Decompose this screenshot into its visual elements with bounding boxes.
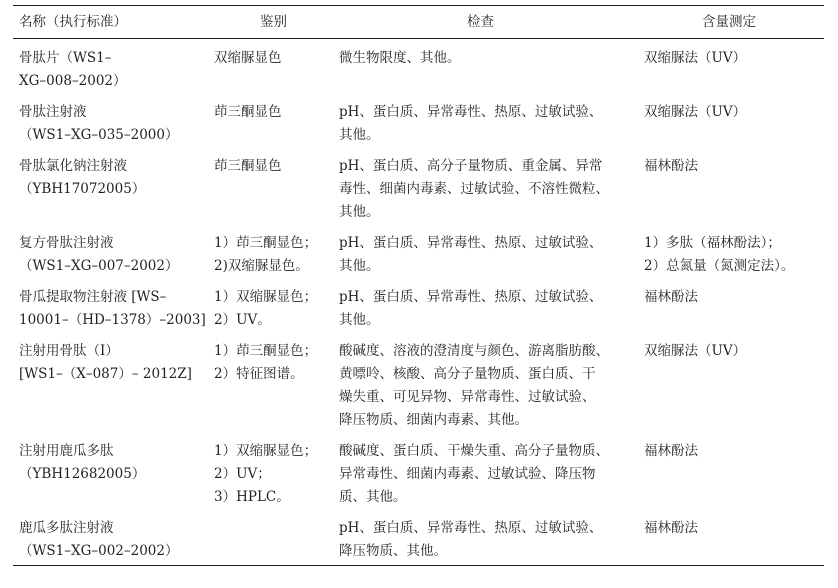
cell-identification	[206, 93, 327, 147]
cell-assay-line: 双缩脲法（UV）	[644, 50, 747, 66]
cell-name-line: （YBH12682005）	[19, 466, 146, 482]
cell-name-line: XG–008–2002）	[19, 73, 127, 89]
cell-assay	[634, 93, 824, 147]
cell-name	[13, 93, 206, 147]
cell-inspection	[327, 332, 634, 432]
cell-assay-line: 福林酚法	[644, 520, 698, 536]
cell-identification	[206, 147, 327, 224]
cell-identification	[206, 432, 327, 509]
standards-table	[13, 5, 824, 566]
cell-inspection	[327, 509, 634, 566]
cell-identification	[206, 278, 327, 332]
cell-inspection-line: 其他。	[339, 204, 380, 220]
cell-name	[13, 147, 206, 224]
cell-identification-line: 3）HPLC。	[214, 489, 290, 505]
cell-inspection-line: pH、蛋白质、异常毒性、热原、过敏试验、	[339, 235, 603, 251]
table-row	[13, 93, 824, 147]
cell-name	[13, 432, 206, 509]
cell-name-line: 10001–（HD–1378）–2003]	[19, 312, 206, 328]
cell-inspection-line: 降压物质、其他。	[339, 543, 447, 559]
cell-assay	[634, 509, 824, 566]
cell-inspection-line: 燥失重、可见异物、异常毒性、过敏试验、	[339, 389, 596, 405]
cell-inspection	[327, 224, 634, 278]
cell-identification-line: 茚三酮显色	[214, 104, 282, 120]
cell-inspection-line: pH、蛋白质、异常毒性、热原、过敏试验、	[339, 520, 603, 536]
cell-inspection-line: 酸碱度、溶液的澄清度与颜色、游离脂肪酸、	[339, 343, 609, 359]
header-row	[13, 6, 824, 39]
header-name: 名称（执行标准）	[13, 6, 206, 39]
cell-inspection	[327, 432, 634, 509]
cell-inspection-line: 微生物限度、其他。	[339, 50, 461, 66]
cell-assay-line: 福林酚法	[644, 443, 698, 459]
header-identification: 鉴别	[206, 6, 327, 39]
cell-inspection	[327, 147, 634, 224]
cell-name-line: 复方骨肽注射液	[19, 235, 114, 251]
cell-assay	[634, 147, 824, 224]
cell-assay	[634, 432, 824, 509]
cell-name-line: 鹿瓜多肽注射液	[19, 520, 114, 536]
cell-name-line: 注射用鹿瓜多肽	[19, 443, 114, 459]
table-body	[13, 39, 824, 566]
cell-assay	[634, 224, 824, 278]
cell-name	[13, 224, 206, 278]
cell-name-line: （WS1–XG–007–2002）	[19, 258, 179, 274]
table-row	[13, 278, 824, 332]
table-row	[13, 39, 824, 94]
cell-identification-line: 1）双缩脲显色；	[214, 443, 318, 459]
cell-inspection-line: pH、蛋白质、高分子量物质、重金属、异常	[339, 158, 603, 174]
cell-assay-line: 1）多肽（福林酚法）；	[644, 235, 781, 251]
cell-identification-line: 2）UV；	[214, 466, 271, 482]
cell-identification-line: 2)双缩脲显色。	[214, 258, 309, 274]
cell-name-line: 注射用骨肽（I）	[19, 343, 119, 359]
cell-identification-line: 2）UV。	[214, 312, 271, 328]
cell-inspection-line: 异常毒性、细菌内毒素、过敏试验、降压物	[339, 466, 596, 482]
cell-identification-line: 茚三酮显色	[214, 158, 282, 174]
cell-inspection-line: 降压物质、细菌内毒素、其他。	[339, 412, 528, 428]
cell-identification	[206, 39, 327, 94]
cell-inspection	[327, 278, 634, 332]
cell-inspection-line: 黄嘌呤、核酸、高分子量物质、蛋白质、干	[339, 366, 596, 382]
cell-inspection-line: 其他。	[339, 258, 380, 274]
table-row	[13, 432, 824, 509]
cell-name-line: [WS1–（X–087）– 2012Z]	[19, 366, 192, 382]
cell-inspection-line: 毒性、细菌内毒素、过敏试验、不溶性微粒、	[339, 181, 609, 197]
cell-identification	[206, 332, 327, 432]
cell-assay	[634, 39, 824, 94]
cell-assay-line: 福林酚法	[644, 289, 698, 305]
cell-inspection-line: pH、蛋白质、异常毒性、热原、过敏试验、	[339, 289, 603, 305]
cell-name-line: （WS1–XG–035–2000）	[19, 127, 179, 143]
cell-inspection-line: 其他。	[339, 127, 380, 143]
cell-name-line: （WS1–XG–002–2002）	[19, 543, 179, 559]
cell-identification-line: 1）茚三酮显色；	[214, 235, 318, 251]
cell-assay	[634, 278, 824, 332]
cell-inspection-line: 酸碱度、蛋白质、干燥失重、高分子量物质、	[339, 443, 609, 459]
table-row	[13, 509, 824, 566]
table-header	[13, 6, 824, 39]
cell-identification	[206, 224, 327, 278]
standards-table-container	[13, 5, 824, 566]
cell-name-line: 骨肽注射液	[19, 104, 87, 120]
cell-assay-line: 福林酚法	[644, 158, 698, 174]
cell-name-line: 骨肽氯化钠注射液	[19, 158, 127, 174]
cell-identification-line: 2）特征图谱。	[214, 366, 304, 382]
cell-assay	[634, 332, 824, 432]
cell-assay-line: 2）总氮量（氮测定法）。	[644, 258, 795, 274]
cell-inspection-line: 其他。	[339, 312, 380, 328]
cell-identification-line: 双缩脲显色	[214, 50, 282, 66]
cell-inspection-line: 质、其他。	[339, 489, 407, 505]
cell-assay-line: 双缩脲法（UV）	[644, 343, 747, 359]
header-inspection: 检查	[327, 6, 634, 39]
cell-assay-line: 双缩脲法（UV）	[644, 104, 747, 120]
cell-name-line: 骨肽片（WS1–	[19, 50, 112, 66]
cell-inspection	[327, 93, 634, 147]
cell-inspection-line: pH、蛋白质、异常毒性、热原、过敏试验、	[339, 104, 603, 120]
cell-name-line: （YBH17072005）	[19, 181, 146, 197]
cell-identification-line: 1）茚三酮显色；	[214, 343, 318, 359]
cell-name	[13, 39, 206, 94]
cell-name	[13, 332, 206, 432]
cell-name-line: 骨瓜提取物注射液 [WS–	[19, 289, 167, 305]
cell-name	[13, 509, 206, 566]
table-row	[13, 147, 824, 224]
table-row	[13, 224, 824, 278]
cell-inspection	[327, 39, 634, 94]
cell-identification-line: 1）双缩脲显色；	[214, 289, 318, 305]
cell-name	[13, 278, 206, 332]
cell-identification	[206, 509, 327, 566]
table-row	[13, 332, 824, 432]
header-assay: 含量测定	[634, 6, 824, 39]
